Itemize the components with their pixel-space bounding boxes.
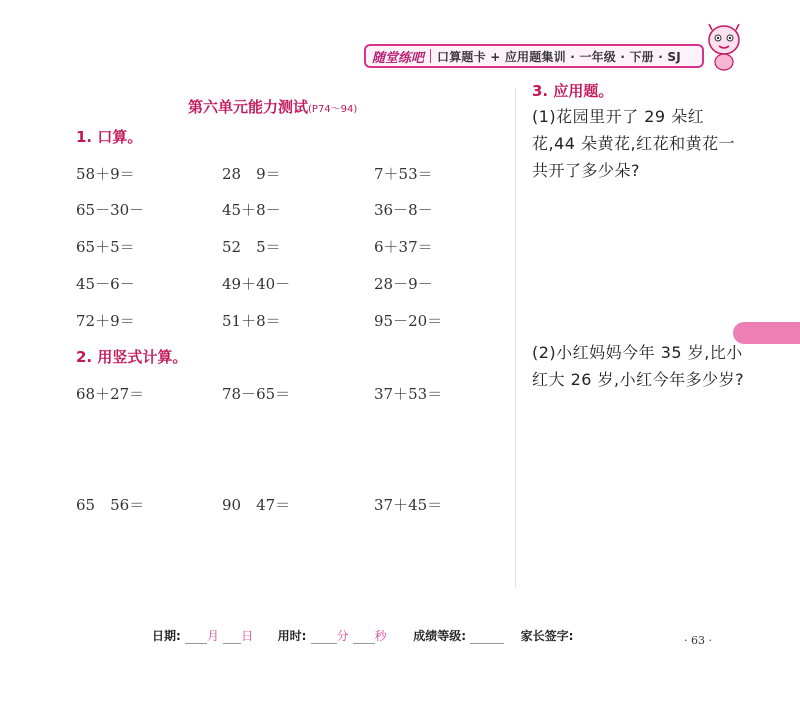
mascot-icon xyxy=(702,22,746,72)
column-divider xyxy=(515,88,516,588)
second-blank[interactable] xyxy=(353,629,375,644)
problem-1-1: 58＋9＝ xyxy=(76,165,135,183)
problem-1-2: 28 9＝ xyxy=(222,165,281,183)
title-pages: (P74～94) xyxy=(308,104,358,115)
brand-label: 随堂练吧 xyxy=(372,50,425,66)
problem-4-3: 28－9－ xyxy=(374,275,433,293)
parent-sign-label: 家长签字: xyxy=(520,629,574,643)
day-label: 日 xyxy=(241,629,254,643)
vertical-problem-2: 78－65＝ xyxy=(222,385,291,403)
problem-5-3: 95－20＝ xyxy=(374,312,443,330)
vertical-problem-3: 37＋53＝ xyxy=(374,385,443,403)
footer-bar xyxy=(152,627,573,644)
time-label: 用时: xyxy=(277,629,307,643)
page-number: · 63 · xyxy=(684,634,712,647)
problem-2-1: 65－30－ xyxy=(76,201,145,219)
month-label: 月 xyxy=(207,629,220,643)
problem-5-1: 72＋9＝ xyxy=(76,312,135,330)
problem-2-2: 45＋8－ xyxy=(222,201,281,219)
problem-3-3: 6＋37＝ xyxy=(374,238,433,256)
vertical-problem-5: 90 47＝ xyxy=(222,496,291,514)
date-label: 日期: xyxy=(152,629,181,643)
day-blank[interactable] xyxy=(223,629,241,644)
word-problem-2: (2)小红妈妈今年 35 岁,比小红大 26 岁,小红今年多少岁? xyxy=(532,343,745,389)
header-banner xyxy=(364,44,704,68)
title-main: 第六单元能力测试 xyxy=(188,98,309,116)
section3-heading: 3. 应用题。 xyxy=(532,82,614,100)
minute-label: 分 xyxy=(336,629,349,643)
problem-1-3: 7＋53＝ xyxy=(374,165,433,183)
page-title xyxy=(188,96,357,117)
problem-4-2: 49＋40－ xyxy=(222,275,291,293)
side-tab xyxy=(733,322,800,344)
minute-blank[interactable] xyxy=(311,629,337,644)
word-problem-1: (1)花园里开了 29 朵红花,44 朵黄花,红花和黄花一共开了多少朵? xyxy=(532,107,736,180)
problem-5-2: 51＋8＝ xyxy=(222,312,281,330)
vertical-problem-1: 68＋27＝ xyxy=(76,385,145,403)
vertical-problem-6: 37＋45＝ xyxy=(374,496,443,514)
problem-4-1: 45－6－ xyxy=(76,275,135,293)
vertical-problem-4: 65 56＝ xyxy=(76,496,145,514)
header-separator xyxy=(430,49,431,63)
grade-label: 成绩等级: xyxy=(413,629,466,643)
problem-3-1: 65＋5＝ xyxy=(76,238,135,256)
grade-blank[interactable] xyxy=(470,629,504,644)
section2-heading: 2. 用竖式计算。 xyxy=(76,348,188,366)
problem-3-2: 52 5＝ xyxy=(222,238,281,256)
problem-2-3: 36－8－ xyxy=(374,201,433,219)
month-blank[interactable] xyxy=(185,629,207,644)
section1-heading: 1. 口算。 xyxy=(76,128,143,146)
second-label: 秒 xyxy=(374,629,387,643)
header-subtitle: 口算题卡 + 应用题集训 · 一年级 · 下册 · SJ xyxy=(437,49,681,64)
